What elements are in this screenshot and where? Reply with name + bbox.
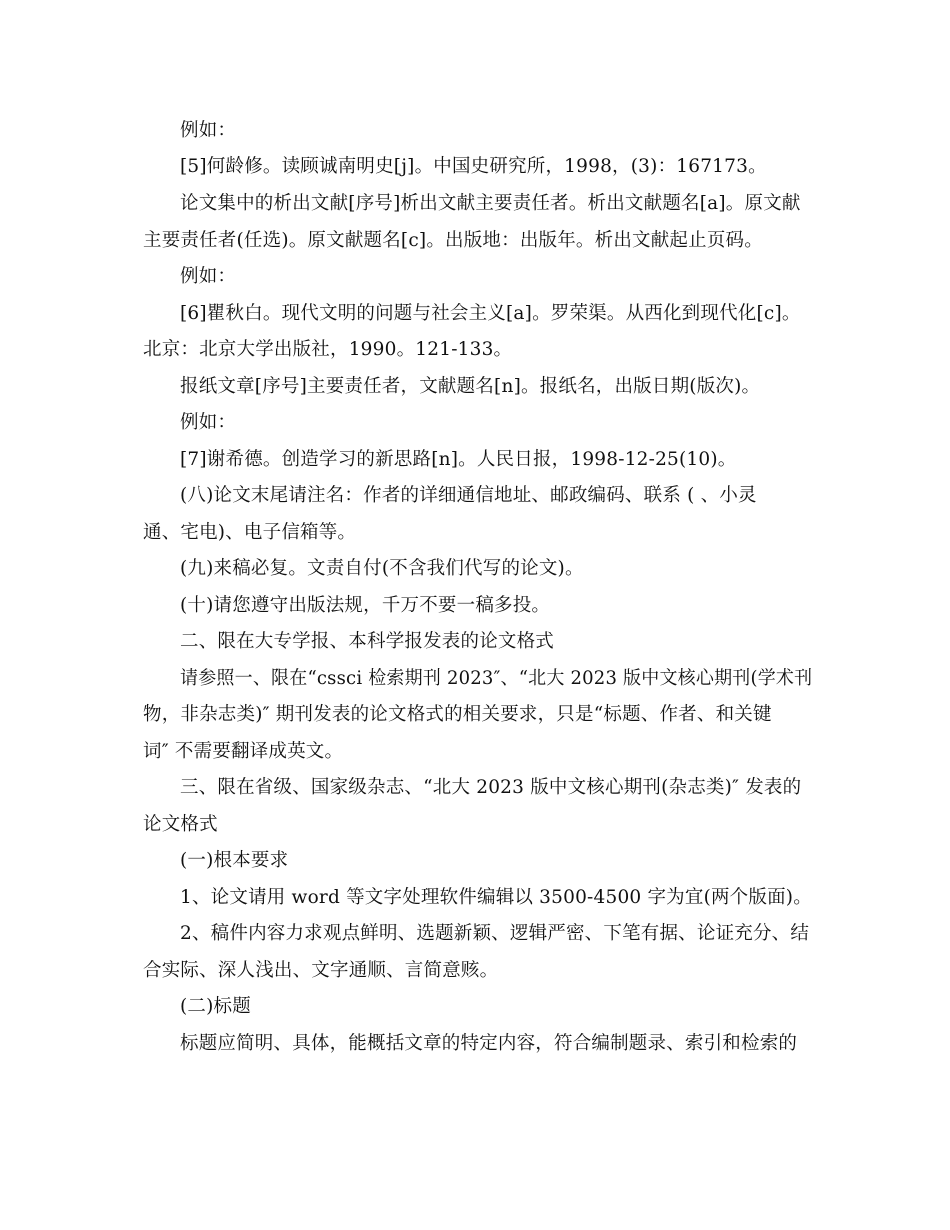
text-line: 1、论文请用 word 等文字处理软件编辑以 3500-4500 字为宜(两个版面)。 <box>180 887 812 908</box>
text-line: [6]瞿秋白。现代文明的问题与社会主义[a]。罗荣渠。从西化到现代化[c]。 <box>180 303 801 324</box>
text-line: 物，非杂志类)″ 期刊发表的论文格式的相关要求，只是“标题、作者、和关键 <box>143 704 772 725</box>
text-line: 例如： <box>180 120 237 141</box>
text-line: [5]何龄修。读顾诚南明史[j]。中国史研究所，1998，(3)：167173。 <box>180 156 767 177</box>
text-line: 合实际、深人浅出、文字通顺、言简意赅。 <box>143 960 499 981</box>
text-line: 标题应简明、具体，能概括文章的特定内容，符合编制题录、索引和检索的 <box>180 1033 798 1054</box>
text-line: 例如： <box>180 412 237 433</box>
text-line: (一)根本要求 <box>180 850 289 871</box>
text-line: 二、限在大专学报、本科学报发表的论文格式 <box>180 631 555 652</box>
text-line: (八)论文末尾请注名：作者的详细通信地址、邮政编码、联系 ( 、小灵 <box>180 485 757 506</box>
text-line: 请参照一、限在“cssci 检索期刊 2023″、“北大 2023 版中文核心期刊(学术刊 <box>180 668 813 689</box>
text-line: 词″ 不需要翻译成英文。 <box>143 741 344 762</box>
text-line: 主要责任者(任选)。原文献题名[c]。出版地：出版年。析出文献起止页码。 <box>143 230 763 251</box>
text-line: 论文格式 <box>143 814 218 835</box>
text-line: 2、稿件内容力求观点鲜明、选题新颖、逻辑严密、下笔有据、论证充分、结 <box>180 923 810 944</box>
text-line: 北京：北京大学出版社，1990。121-133。 <box>143 339 513 360</box>
text-line: 报纸文章[序号]主要责任者，文献题名[n]。报纸名，出版日期(版次)。 <box>180 376 761 397</box>
text-line: 论文集中的析出文献[序号]析出文献主要责任者。析出文献题名[a]。原文献 <box>180 193 801 214</box>
text-line: (十)请您遵守出版法规，千万不要一稿多投。 <box>180 595 551 616</box>
text-line: [7]谢希德。创造学习的新思路[n]。人民日报，1998-12-25(10)。 <box>180 449 737 470</box>
text-line: 三、限在省级、国家级杂志、“北大 2023 版中文核心期刊(杂志类)″ 发表的 <box>180 777 802 798</box>
text-line: (九)来稿必复。文责自付(不含我们代写的论文)。 <box>180 558 584 579</box>
text-line: 通、宅电)、电子信箱等。 <box>143 522 357 543</box>
text-line: 例如： <box>180 266 237 287</box>
text-line: (二)标题 <box>180 996 251 1017</box>
